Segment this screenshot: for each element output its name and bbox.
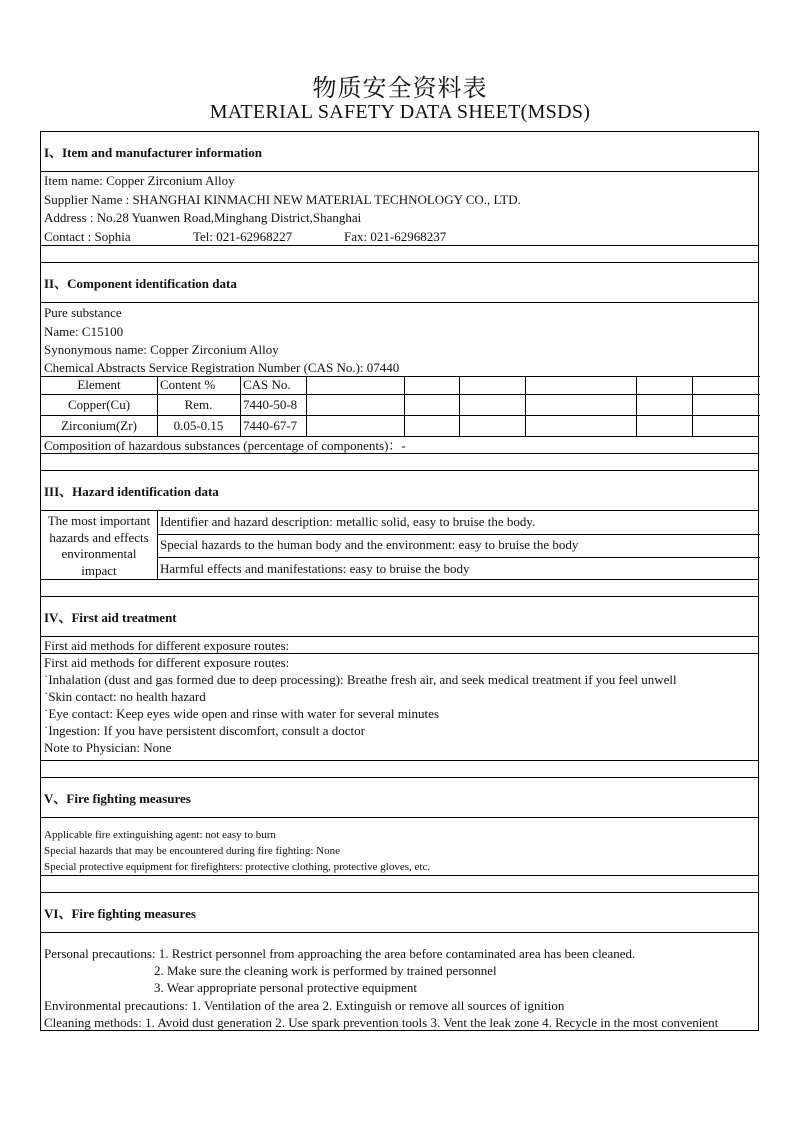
section-4-heading-text: IV、First aid treatment — [44, 610, 177, 625]
note-to-physician: Note to Physician: None — [44, 740, 172, 755]
table-cell-content: Rem. — [184, 397, 213, 412]
msds-frame — [40, 131, 759, 1031]
fire-fighting-body — [41, 817, 758, 875]
synonymous-name: Synonymous name: Copper Zirconium Alloy — [44, 342, 279, 357]
hazard-harmful-effects: Harmful effects and manifestations: easy to bruise the body — [160, 561, 470, 576]
fax: Fax: 021-62968237 — [344, 229, 447, 244]
section-4-heading — [41, 596, 758, 636]
spacer-3 — [41, 579, 758, 596]
fire-special-hazards: Special hazards that may be encountered during fire fighting: None — [44, 845, 340, 857]
item-name: Item name: Copper Zirconium Alloy — [44, 173, 235, 188]
contact: Contact : Sophia — [44, 229, 131, 244]
hazard-identifier: Identifier and hazard description: metallic solid, easy to bruise the body. — [160, 514, 536, 529]
tel: Tel: 021-62968227 — [193, 229, 293, 244]
section-3-heading-text: III、Hazard identification data — [44, 484, 219, 499]
first-aid-inhalation: ˙Inhalation (dust and gas formed due to deep processing): Breathe fresh air, and seek medical treatment if you feel unwell — [44, 672, 677, 687]
table-cell-element: Zirconium(Zr) — [61, 418, 137, 433]
table-header-element: Element — [77, 377, 121, 392]
fire-extinguishing-agent: Applicable fire extinguishing agent: not easy to burn — [44, 829, 276, 841]
composition-row — [41, 436, 758, 453]
first-aid-skin: ˙Skin contact: no health hazard — [44, 689, 206, 704]
first-aid-body — [41, 653, 758, 760]
component-table — [41, 376, 758, 436]
hazard-label-line: hazards and effects — [49, 529, 149, 545]
spacer-4 — [41, 760, 758, 777]
section-5-heading — [41, 777, 758, 817]
hazard-label — [41, 513, 157, 579]
first-aid-intro-row — [41, 636, 758, 653]
title-chinese: 物质安全资料表 — [312, 74, 488, 102]
hazardous-composition: Composition of hazardous substances (percentage of components)：- — [44, 438, 406, 453]
section-2-body — [41, 302, 758, 376]
environmental-precautions: Environmental precautions: 1. Ventilation of the area 2. Extinguish or remove all sources of ignition — [44, 998, 565, 1013]
hazard-label-line: The most important — [47, 513, 151, 528]
table-cell-element: Copper(Cu) — [67, 397, 131, 412]
section-3-heading — [41, 470, 758, 510]
section-1-body — [41, 171, 758, 245]
section-6-heading-text: VI、Fire fighting measures — [44, 906, 196, 921]
title-english: MATERIAL SAFETY DATA SHEET(MSDS) — [209, 101, 591, 123]
first-aid-intro: First aid methods for different exposure routes: — [44, 638, 290, 653]
first-aid-eye: ˙Eye contact: Keep eyes wide open and rinse with water for several minutes — [44, 706, 439, 721]
personal-precautions-3: 3. Wear appropriate personal protective equipment — [154, 980, 417, 995]
section-2-heading-text: II、Component identification data — [44, 276, 237, 291]
table-cell-content: 0.05-0.15 — [173, 418, 224, 433]
personal-precautions: Personal precautions: 1. Restrict personnel from approaching the area before contaminated area has been cleaned. — [44, 946, 636, 961]
table-cell-cas: 7440-67-7 — [243, 418, 298, 433]
section-1-heading-text: I、Item and manufacturer information — [44, 145, 262, 160]
material-name: Name: C15100 — [44, 324, 124, 339]
spacer-5 — [41, 875, 758, 892]
section-2-heading — [41, 262, 758, 302]
hazard-label-line: impact — [81, 562, 117, 578]
spacer-2 — [41, 453, 758, 470]
table-cell-cas: 7440-50-8 — [243, 397, 298, 412]
cleaning-methods: Cleaning methods: 1. Avoid dust generation 2. Use spark prevention tools 3. Vent the leak zone 4. Recycle in the most convenient — [44, 1015, 719, 1030]
personal-precautions-2: 2. Make sure the cleaning work is performed by trained personnel — [154, 963, 497, 978]
hazard-table — [41, 510, 758, 579]
table-header-cas: CAS No. — [243, 377, 291, 392]
first-aid-ingestion: ˙Ingestion: If you have persistent discomfort, consult a doctor — [44, 723, 365, 738]
section-1-heading — [41, 132, 758, 171]
section-5-heading-text: V、Fire fighting measures — [44, 791, 191, 806]
table-header-content: Content % — [160, 377, 216, 392]
first-aid-line: First aid methods for different exposure routes: — [44, 655, 290, 670]
pure-substance: Pure substance — [44, 305, 122, 320]
spacer-1 — [41, 245, 758, 262]
supplier-name: Supplier Name : SHANGHAI KINMACHI NEW MATERIAL TECHNOLOGY CO., LTD. — [44, 192, 521, 207]
section-6-heading — [41, 892, 758, 932]
accidental-release-body — [41, 932, 758, 1032]
hazard-special: Special hazards to the human body and the environment: easy to bruise the body — [160, 537, 579, 552]
hazard-label-line: environmental — [61, 546, 137, 561]
cas-registration: Chemical Abstracts Service Registration Number (CAS No.): 07440 — [44, 360, 400, 375]
address: Address : No.28 Yuanwen Road,Minghang District,Shanghai — [44, 210, 362, 225]
fire-protective-equipment: Special protective equipment for firefighters: protective clothing, protective gloves, etc. — [44, 861, 431, 873]
